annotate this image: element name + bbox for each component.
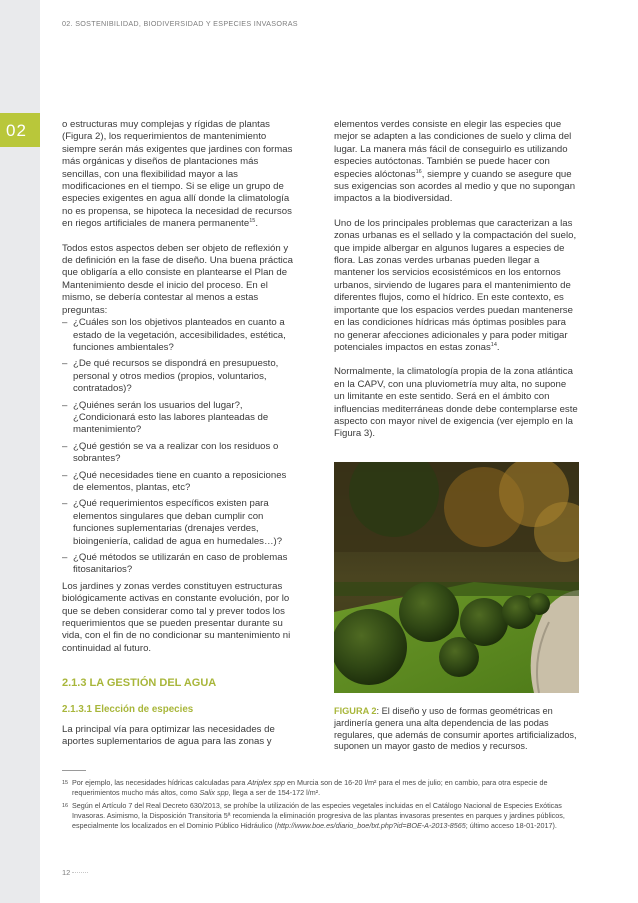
footnote-divider: [62, 770, 86, 771]
list-item-text: ¿Qué requerimientos específicos existen para elementos singulares que deban cumplir con funciones suplementarias (drenajes verdes, bioingeniería, calidad de agua en humedales…)?: [73, 498, 283, 547]
list-item-text: ¿Qué gestión se va a realizar con los residuos o sobrantes?: [73, 440, 279, 465]
list-item-text: ¿De qué recursos se dispondrá en presupuesto, personal y otros medios (propios, voluntarios, contratados)?: [73, 358, 279, 395]
list-item: [62, 470, 298, 495]
paragraph: La principal vía para optimizar las necesidades de aportes suplementarios de agua para las zonas y: [62, 724, 275, 748]
list-item: [62, 498, 298, 548]
footnote-text: Según el Artículo 7 del Real Decreto 630/2013, se prohíbe la utilización de las especies vegetales incluidas en el Catálogo Nacional de Especies Exóticas Invasoras. Asimismo, la Disposición Transitoria 5ª recomienda la eliminación progresiva de las plantas invasoras presentes en parques y jardines públicos, especialmente los localizados en el Dominio Público Hidráulico (: [72, 801, 565, 830]
footnote-ref[interactable]: 15: [249, 218, 256, 225]
page-number-rule: [72, 872, 88, 873]
footnote-text: Por ejemplo, las necesidades hídricas calculadas para: [72, 778, 248, 787]
dash-marker: –: [62, 440, 68, 452]
page-number: 12: [62, 868, 71, 877]
paragraph-text: , siempre y cuando se asegure que sus exigencias son acordes al medio y que no supongan impactos a la biodiversidad.: [334, 168, 576, 205]
garden-photo: [334, 462, 579, 693]
dash-marker: –: [62, 552, 68, 563]
list-item-text: ¿Qué necesidades tiene en cuanto a reposiciones de elementos, plantas, etc?: [73, 469, 287, 493]
question-list: [62, 317, 298, 577]
dash-marker: –: [62, 317, 68, 329]
footnote: [62, 778, 582, 798]
footnote-text: en Murcia son de 16-20 l/m² para el mes de julio; en cambio, para otra especie de requerimientos mucho más altos, como: [72, 778, 548, 797]
list-item-text: ¿Quiénes serán los usuarios del lugar?, ¿Condicionará esto las labores planteadas de mantenimiento?: [73, 399, 269, 436]
footnote-link[interactable]: http://www.boe.es/diario_boe/txt.php?id=BOE-A-2013-8565: [276, 821, 466, 830]
sidebar: [0, 92, 40, 903]
paragraph-text: .: [255, 218, 258, 230]
right-column: [334, 119, 578, 441]
list-item: [62, 400, 298, 437]
caption-text: : El diseño y uso de formas geométricas en jardinería genera una alta dependencia de las podas regulares, que además de consumir aportes artificializados, suponen un mayor gasto de medios y recursos.: [334, 706, 577, 752]
footnote-number: 15: [62, 780, 69, 786]
paragraph-text: Uno de los principales problemas que caracterizan a las zonas urbanas es el sellado y la compactación del suelo, que impide albergar en algunos lugares a especies de flora. Las zonas verdes urbanas pueden llegar a mantener los servicios ecosistémicos en los entornos urbanos, sirviendo de lugares para el mantenimiento de diferentes flujos, como el hídrico. En este contexto, es importante que los espacios verdes puedan mantenerse en las condiciones hídricas más óptimas posibles para no generar afecciones adicionales y para poder mitigar potenciales impactos en estas zonas: [334, 217, 577, 353]
list-item: [62, 441, 298, 466]
chapter-number: 02: [6, 121, 27, 140]
dash-marker: –: [62, 498, 68, 510]
footnote-text: , llega a ser de 154-172 l/m².: [228, 788, 321, 797]
footnote-ref[interactable]: 16: [415, 168, 422, 175]
paragraph-text: o estructuras muy complejas y rígidas de plantas (Figura 2), los requerimientos de mantenimiento siempre serán más exigentes que jardines con formas más orgánicas y diseños de plantaciones más sencillas, con una flexibilidad mayor a las modificaciones en el tiempo. Si se elige un grupo de especies exigentes en agua allí donde la climatología no es propensa, se hipoteca la necesidad de recursos en riegos artificiales de manera permanente: [62, 119, 293, 230]
list-item: [62, 552, 298, 577]
paragraph: Todos estos aspectos deben ser objeto de reflexión y de definición en la fase de diseño. Una buena práctica que obligaría a ello consiste en plantearse el Plan de Mantenimiento desde el inicio del proceso. En el mismo, se debería contestar al menos a estas preguntas:: [62, 242, 293, 316]
section-heading: 2.1.3 LA GESTIÓN DEL AGUA: [62, 677, 217, 689]
list-item: [62, 317, 298, 354]
dash-marker: –: [62, 399, 68, 411]
footnote-ref[interactable]: 14: [490, 341, 497, 348]
footnote: [62, 801, 582, 831]
dash-marker: –: [62, 469, 68, 481]
footnote-number: 16: [62, 803, 69, 809]
topiary-garden-image: [334, 462, 579, 693]
paragraph: [62, 119, 298, 231]
left-column: [62, 119, 298, 655]
figure-caption: [334, 706, 582, 753]
subsection-heading: 2.1.3.1 Elección de especies: [62, 704, 194, 715]
paragraph-text: elementos verdes consiste en elegir las especies que mejor se adapten a las condiciones de suelo y clima del lugar. La manera más fácil de conseguirlo es utilizando especies autóctonas. También se puede hacer con especies alóctonas: [334, 119, 572, 180]
footnotes: [62, 778, 582, 834]
species-name: Atriplex spp: [247, 778, 285, 787]
list-item-text: ¿Cuáles son los objetivos planteados en cuanto a estado de la vegetación, accesibilidades, estética, funciones ambientales?: [73, 317, 286, 353]
header-area: [40, 0, 638, 92]
dash-marker: –: [62, 358, 68, 370]
species-name: Salix spp: [199, 788, 229, 797]
running-title: 02. SOSTENIBILIDAD, BIODIVERSIDAD Y ESPECIES INVASORAS: [62, 19, 298, 28]
paragraph: Los jardines y zonas verdes constituyen estructuras biológicamente activas en constante evolución, por lo que se deben considerar como tal y prever todos los requerimientos que se pueden presentar durante su vida, con el fin de no condicionar su mantenimiento ni continuidad al futuro.: [62, 580, 291, 654]
list-item-text: ¿Qué métodos se utilizarán en caso de problemas fitosanitarios?: [73, 552, 288, 576]
paragraph: [334, 218, 578, 354]
paragraph-text: .: [496, 341, 500, 353]
footnote-text: ; último acceso 18-01-2017).: [465, 821, 557, 830]
figure-label: FIGURA 2: [334, 706, 377, 716]
paragraph: [334, 119, 578, 206]
paragraph: Normalmente, la climatología propia de la zona atlántica en la CAPV, con una pluviometría muy alta, no supone un limitante en este sentido. Será en el ámbito con influencias mediterráneas donde debe contemplarse este aspecto con mayor nivel de exigencia (ver ejemplo en la Figura 3).: [334, 366, 578, 440]
list-item: [62, 358, 298, 395]
